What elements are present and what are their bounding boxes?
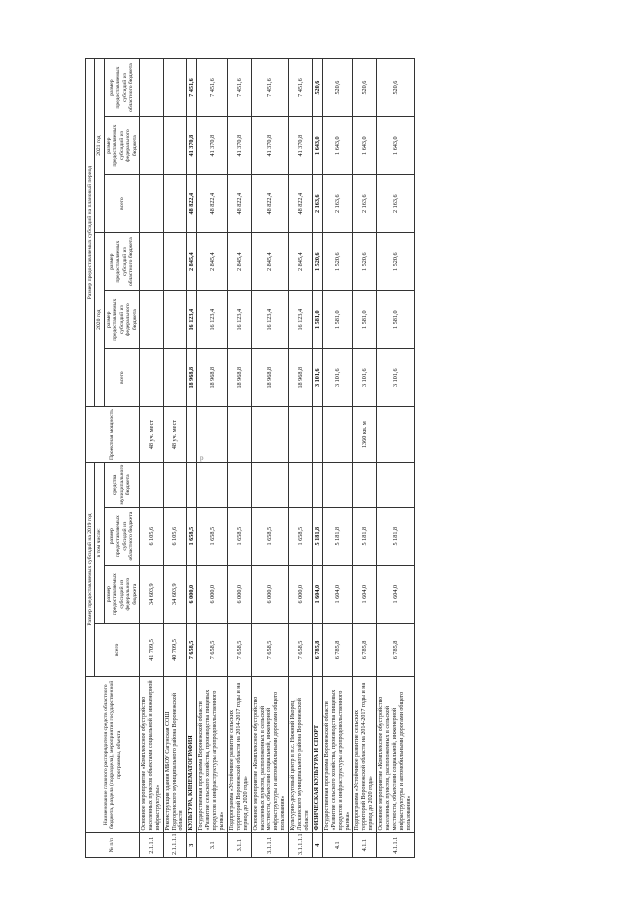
cell-obl: 1 658,5 — [187, 507, 197, 565]
cell-o21 — [139, 59, 163, 117]
cell-total: 6 785,8 — [322, 623, 353, 677]
cell-t21: 48 822,4 — [197, 175, 228, 233]
cell-f20 — [139, 291, 163, 349]
cell-o21: 7 451,6 — [187, 59, 197, 117]
cell-t20: 18 968,8 — [227, 349, 251, 407]
cell-no: 3.1.1.1.1 — [289, 833, 313, 858]
cell-mun — [187, 463, 197, 508]
cell-f21: 41 370,8 — [289, 117, 313, 175]
cell-o21 — [163, 59, 187, 117]
cell-power — [197, 407, 228, 463]
cell-obl: 5 181,8 — [377, 507, 414, 565]
table-row — [227, 59, 251, 858]
cell-mun — [163, 463, 187, 508]
cell-obl: 5 181,8 — [312, 507, 322, 565]
header-fed-2021: размер предоставляемых субсидий из федерального бюджета — [104, 117, 139, 175]
header-total-2021: всего — [104, 175, 139, 233]
table-row — [163, 59, 187, 858]
table-row — [322, 59, 353, 858]
cell-fed: 1 604,0 — [312, 565, 322, 623]
header-2021: 2021 год — [95, 59, 104, 233]
cell-t20: 3 101,6 — [322, 349, 353, 407]
cell-mun — [353, 463, 377, 508]
cell-mun — [227, 463, 251, 508]
cell-o20: 1 520,6 — [312, 233, 322, 291]
cell-fed: 6 000,0 — [289, 565, 313, 623]
header-in-that: в том числе: — [95, 463, 104, 624]
cell-t20: 18 968,8 — [251, 349, 288, 407]
cell-t21: 2 163,6 — [322, 175, 353, 233]
cell-no: 3 — [187, 833, 197, 858]
cell-t20: 18 968,8 — [289, 349, 313, 407]
cell-f20: 16 123,4 — [197, 291, 228, 349]
cell-f21: 41 370,8 — [227, 117, 251, 175]
cell-f20: 1 581,0 — [322, 291, 353, 349]
cell-power: 48 уч. мест — [139, 407, 163, 463]
cell-obl: 1 658,5 — [289, 507, 313, 565]
header-power: Проектная мощность — [86, 407, 140, 463]
cell-total: 6 785,8 — [377, 623, 414, 677]
cell-fed: 1 604,0 — [322, 565, 353, 623]
cell-obl: 5 181,8 — [353, 507, 377, 565]
cell-total: 6 785,8 — [312, 623, 322, 677]
stray-mark: р — [200, 454, 204, 462]
cell-total: 7 658,5 — [187, 623, 197, 677]
cell-power — [312, 407, 322, 463]
cell-name: Основное мероприятие «Комплексное обустройство населенных пунктов, расположенных в сельской местности, объектами социальной, инженерной инфраструктуры и автомобильными дорогами общего пользования» — [377, 677, 414, 833]
header-name: Наименование главного распорядителя средств областного бюджета, раздела (подраздела), мероприятия государственной программы, объекта — [86, 677, 140, 833]
cell-fed: 1 604,0 — [353, 565, 377, 623]
cell-o21: 520,6 — [312, 59, 322, 117]
table-body — [139, 59, 414, 858]
cell-total: 7 658,5 — [227, 623, 251, 677]
cell-name: Основное мероприятие «Комплексное обустройство населенных пунктов, расположенных в сельской местности, объектами социальной, инженерной инфраструктуры и автомобильными дорогами общего пользования» — [251, 677, 288, 833]
cell-o20: 2 845,4 — [197, 233, 228, 291]
cell-no: 4.1 — [322, 833, 353, 858]
cell-power — [187, 407, 197, 463]
cell-o20 — [163, 233, 187, 291]
cell-t20: 3 101,6 — [377, 349, 414, 407]
cell-t21: 48 822,4 — [289, 175, 313, 233]
cell-f21 — [139, 117, 163, 175]
cell-fed: 34 603,9 — [139, 565, 163, 623]
header-no: № п/п — [86, 833, 140, 858]
cell-t21: 48 822,4 — [251, 175, 288, 233]
cell-f20: 1 581,0 — [377, 291, 414, 349]
cell-mun — [312, 463, 322, 508]
table-row — [187, 59, 197, 858]
cell-o20: 1 520,6 — [322, 233, 353, 291]
cell-t21: 48 822,4 — [227, 175, 251, 233]
cell-f20 — [163, 291, 187, 349]
cell-f21: 1 643,0 — [377, 117, 414, 175]
cell-name: ФИЗИЧЕСКАЯ КУЛЬТУРА И СПОРТ — [312, 677, 322, 833]
cell-t21: 2 163,6 — [353, 175, 377, 233]
cell-t21 — [163, 175, 187, 233]
cell-power — [251, 407, 288, 463]
header-total-2020: всего — [104, 349, 139, 407]
cell-o21: 7 451,6 — [289, 59, 313, 117]
cell-o20: 2 845,4 — [251, 233, 288, 291]
cell-f20: 16 123,4 — [227, 291, 251, 349]
cell-o20: 1 520,6 — [353, 233, 377, 291]
cell-f20: 16 123,4 — [187, 291, 197, 349]
header-obl-2020: размер предоставляемых субсидий из областного бюджета — [104, 233, 139, 291]
cell-total: 7 658,5 — [251, 623, 288, 677]
cell-no: 3.1 — [197, 833, 228, 858]
header-2020: 2020 год — [95, 233, 104, 407]
cell-obl: 5 181,8 — [322, 507, 353, 565]
cell-fed: 6 000,0 — [197, 565, 228, 623]
table-row — [377, 59, 414, 858]
cell-o20: 2 845,4 — [289, 233, 313, 291]
cell-o21: 520,6 — [322, 59, 353, 117]
cell-name: Основное мероприятие «Комплексное обустройство населенных пунктов объектами социальной и инженерной инфраструктуры» — [139, 677, 163, 833]
cell-mun — [322, 463, 353, 508]
cell-f21: 1 643,0 — [353, 117, 377, 175]
cell-no: 3.1.1.1 — [251, 833, 288, 858]
cell-power — [227, 407, 251, 463]
cell-obl: 6 105,6 — [163, 507, 187, 565]
header-mun: средства муниципального бюджета — [104, 463, 139, 508]
cell-name: Реконструкция здания МБОУ Сагунская СОШ Подгоренского муниципального района Воронежской области — [163, 677, 187, 833]
table-row — [353, 59, 377, 858]
cell-t21: 2 163,6 — [312, 175, 322, 233]
cell-t20: 3 101,6 — [312, 349, 322, 407]
header-row-1 — [86, 59, 95, 858]
cell-f21: 41 370,8 — [251, 117, 288, 175]
cell-t20 — [139, 349, 163, 407]
cell-t21: 2 163,6 — [377, 175, 414, 233]
header-total: всего — [95, 623, 140, 677]
header-fed: размер предоставляемых субсидий из федерального бюджета — [104, 565, 139, 623]
table-row — [139, 59, 163, 858]
header-fed-2020: размер предоставляемых субсидий из федерального бюджета — [104, 291, 139, 349]
cell-name: Подпрограмма «Устойчивое развитие сельских территорий Воронежской области на 2014-2017 годы и на период до 2020 года» — [227, 677, 251, 833]
table-row — [251, 59, 288, 858]
cell-power — [289, 407, 313, 463]
cell-power — [377, 407, 414, 463]
rotated-table-wrapper — [85, 58, 595, 858]
cell-o21: 7 451,6 — [227, 59, 251, 117]
cell-fed: 6 000,0 — [227, 565, 251, 623]
cell-f21: 41 370,8 — [197, 117, 228, 175]
cell-f21: 41 370,8 — [187, 117, 197, 175]
cell-o20: 2 845,4 — [227, 233, 251, 291]
cell-obl: 6 105,6 — [139, 507, 163, 565]
cell-t20: 18 968,8 — [197, 349, 228, 407]
cell-no: 2.1.1.1 — [139, 833, 163, 858]
cell-mun — [197, 463, 228, 508]
cell-f21: 1 643,0 — [322, 117, 353, 175]
cell-t20 — [163, 349, 187, 407]
cell-f20: 16 123,4 — [289, 291, 313, 349]
cell-obl: 1 658,5 — [197, 507, 228, 565]
cell-no: 2.1.1.1.1 — [163, 833, 187, 858]
cell-o21: 7 451,6 — [197, 59, 228, 117]
cell-o21: 520,6 — [377, 59, 414, 117]
cell-obl: 1 658,5 — [251, 507, 288, 565]
cell-fed: 1 604,0 — [377, 565, 414, 623]
cell-f21: 1 643,0 — [312, 117, 322, 175]
header-2019: Размер предоставляемых субсидий на 2019 год — [86, 463, 95, 677]
cell-o21: 7 451,6 — [251, 59, 288, 117]
subsidy-table — [85, 58, 415, 858]
cell-fed: 6 000,0 — [251, 565, 288, 623]
cell-mun — [139, 463, 163, 508]
cell-total: 40 709,5 — [163, 623, 187, 677]
cell-total: 41 709,5 — [139, 623, 163, 677]
cell-f20: 1 581,0 — [353, 291, 377, 349]
cell-mun — [251, 463, 288, 508]
cell-f21 — [163, 117, 187, 175]
cell-o20 — [139, 233, 163, 291]
cell-mun — [289, 463, 313, 508]
cell-t21 — [139, 175, 163, 233]
cell-total: 7 658,5 — [197, 623, 228, 677]
cell-t20: 3 101,6 — [353, 349, 377, 407]
cell-mun — [377, 463, 414, 508]
table-row — [197, 59, 228, 858]
cell-obl: 1 658,5 — [227, 507, 251, 565]
table-row — [289, 59, 313, 858]
cell-f20: 1 581,0 — [312, 291, 322, 349]
cell-no: 4 — [312, 833, 322, 858]
cell-total: 6 785,8 — [353, 623, 377, 677]
header-plan: Размер предоставляемых субсидий на плановый период — [86, 59, 95, 407]
cell-power — [322, 407, 353, 463]
cell-power: 1360 кв. м — [353, 407, 377, 463]
cell-no: 4.1.1 — [353, 833, 377, 858]
cell-name: Подпрограмма «Устойчивое развитие сельских территорий Воронежской области на 2014-2017 годы и на период до 2020 года» — [353, 677, 377, 833]
cell-t20: 18 968,8 — [187, 349, 197, 407]
cell-name: КУЛЬТУРА, КИНЕМАТОГРАФИЯ — [187, 677, 197, 833]
header-obl: размер предоставляемых субсидий из областного бюджета — [104, 507, 139, 565]
cell-f20: 16 123,4 — [251, 291, 288, 349]
cell-name: Государственная программа Воронежской области «Развитие сельского хозяйства, производства пищевых продуктов и инфраструктуры агропродовольственного рынка» — [197, 677, 228, 833]
cell-no: 4.1.1.1 — [377, 833, 414, 858]
cell-name: Государственная программа Воронежской области «Развитие сельского хозяйства, производства пищевых продуктов и инфраструктуры агропродовольственного рынка» — [322, 677, 353, 833]
cell-fed: 34 603,9 — [163, 565, 187, 623]
cell-t21: 48 822,4 — [187, 175, 197, 233]
cell-power: 48 уч. мест — [163, 407, 187, 463]
cell-o21: 520,6 — [353, 59, 377, 117]
cell-o20: 2 845,4 — [187, 233, 197, 291]
cell-total: 7 658,5 — [289, 623, 313, 677]
cell-fed: 6 000,0 — [187, 565, 197, 623]
cell-no: 3.1.1 — [227, 833, 251, 858]
table-row — [312, 59, 322, 858]
header-obl-2021: размер предоставляемых субсидий из областного бюджета — [104, 59, 139, 117]
cell-o20: 1 520,6 — [377, 233, 414, 291]
cell-name: Культурно-досуговый центр в п.с. Нижний Икорец Лискинского муниципального района Воронежской области — [289, 677, 313, 833]
